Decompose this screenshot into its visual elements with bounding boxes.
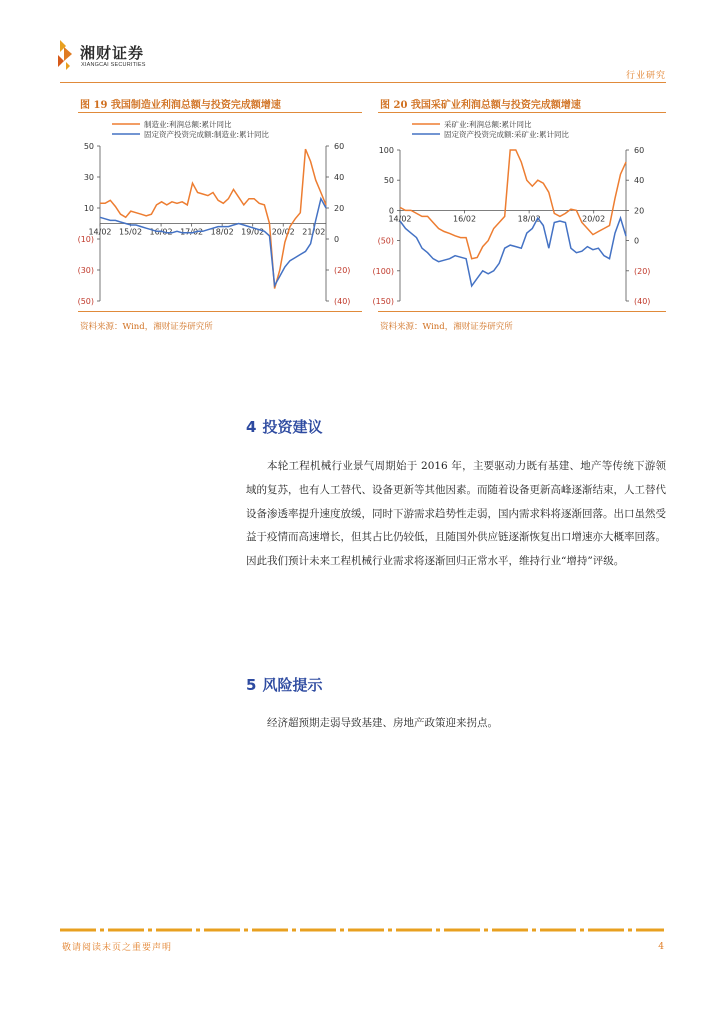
fig20-x-tick-label: 20/02 [582, 214, 606, 224]
fig19-x-tick-label: 18/02 [210, 227, 234, 237]
section-4-number: 4 [246, 418, 257, 436]
figure-20-source: 资料来源：Wind，湘财证券研究所 [380, 322, 513, 332]
figure-19-chart [78, 114, 362, 310]
fig20-right-tick-label: 60 [634, 146, 645, 155]
fig19-series-1-line [100, 149, 326, 289]
fig19-legend-label-2: 固定资产投资完成额:制造业:累计同比 [144, 130, 270, 139]
fig20-x-tick-label: 16/02 [453, 214, 477, 224]
figure-19-top-rule [78, 112, 362, 113]
fig19-left-tick-label: 30 [83, 173, 94, 182]
fig19-right-tick-label: 0 [334, 235, 340, 244]
fig20-left-tick-label: (150) [372, 297, 394, 306]
fig20-x-tick-label: 14/02 [388, 214, 412, 224]
fig19-right-tick-label: 60 [334, 142, 345, 151]
fig20-left-tick-label: (50) [377, 236, 394, 246]
fig20-legend-label-1: 采矿业:利润总额:累计同比 [444, 120, 532, 129]
fig19-right-tick-label: 20 [334, 204, 345, 213]
logo-chinese-name: 湘财证券 [80, 44, 145, 62]
fig19-legend-label-1: 制造业:利润总额:累计同比 [144, 120, 232, 129]
fig20-series-2-line [400, 218, 626, 286]
fig20-series-1-line [400, 150, 626, 259]
page-number: 4 [658, 942, 664, 952]
fig19-left-tick-label: 50 [83, 142, 94, 151]
fig19-x-tick-label: 15/02 [119, 227, 143, 237]
fig19-left-tick-label: 10 [83, 204, 94, 213]
section-5-title: 风险提示 [262, 676, 323, 694]
fig19-left-tick-label: (10) [77, 235, 94, 244]
figure-19-title: 图 19 我国制造业利润总额与投资完成额增速 [80, 100, 281, 111]
fig19-right-tick-label: 40 [334, 173, 345, 182]
header-divider [60, 82, 666, 83]
company-logo [54, 38, 164, 74]
fig20-right-tick-label: 40 [634, 176, 645, 186]
figure-20-top-rule [378, 112, 666, 113]
fig20-x-tick-label: 18/02 [517, 214, 541, 224]
fig19-x-tick-label: 20/02 [271, 227, 295, 237]
fig20-left-tick-label: 100 [378, 146, 394, 155]
fig19-right-tick-label: (20) [334, 266, 351, 275]
logo-english-name: XIANGCAI SECURITIES [81, 62, 146, 68]
fig19-left-tick-label: (50) [77, 297, 94, 306]
section-4-heading [246, 416, 322, 437]
fig19-right-tick-label: (40) [334, 297, 351, 306]
footer-dotted-rule [60, 928, 664, 932]
section-5-paragraph: 经济超预期走弱导致基建、房地产政策迎来拐点。 [267, 717, 498, 729]
fig19-x-tick-label: 19/02 [241, 227, 265, 237]
section-4-paragraph: 本轮工程机械行业景气周期始于 2016 年，主要驱动力既有基建、地产等传统下游领域的复苏，也有人工替代、设备更新等其他因素。而随着设备更新高峰逐渐结束，人工替代设备渗透率提升速度放缓，同时下游需求趋势性走弱，国内需求料将逐渐回落。出口虽然受益于疫情而高速增长，但其占比仍较低，且随国外供应链逐渐恢复出口增速亦大概率回落。因此我们预计未来工程机械行业需求将逐渐回归正常水平，维持行业“增持”评级。 [246, 460, 666, 568]
fig20-left-tick-label: 0 [388, 206, 394, 216]
fig20-right-tick-label: (20) [634, 266, 651, 276]
fig20-right-tick-label: (40) [634, 297, 651, 306]
fig19-x-tick-label: 17/02 [180, 227, 204, 237]
header-section-label: 行业研究 [625, 71, 666, 81]
figure-20-chart [372, 114, 666, 310]
figure-19-source: 资料来源：Wind，湘财证券研究所 [80, 322, 213, 332]
figure-20-title: 图 20 我国采矿业利润总额与投资完成额增速 [380, 100, 581, 111]
fig19-x-tick-label: 21/02 [302, 227, 326, 237]
figure-19-bottom-rule [78, 311, 362, 312]
fig20-legend-label-2: 固定资产投资完成额:采矿业:累计同比 [444, 130, 570, 139]
section-5-heading [246, 674, 322, 695]
fig19-left-tick-label: (30) [77, 266, 94, 275]
fig20-right-tick-label: 0 [634, 236, 640, 246]
section-4-title: 投资建议 [262, 418, 323, 436]
logo-mark-icon [54, 38, 76, 72]
figure-20-bottom-rule [378, 311, 666, 312]
fig20-left-tick-label: (100) [372, 266, 394, 276]
fig20-left-tick-label: 50 [383, 176, 394, 186]
fig20-right-tick-label: 20 [634, 206, 645, 216]
fig19-x-tick-label: 16/02 [149, 227, 173, 237]
fig19-x-tick-label: 14/02 [88, 227, 112, 237]
footer-disclaimer: 敬请阅读末页之重要声明 [62, 943, 173, 953]
section-5-number: 5 [246, 676, 257, 694]
